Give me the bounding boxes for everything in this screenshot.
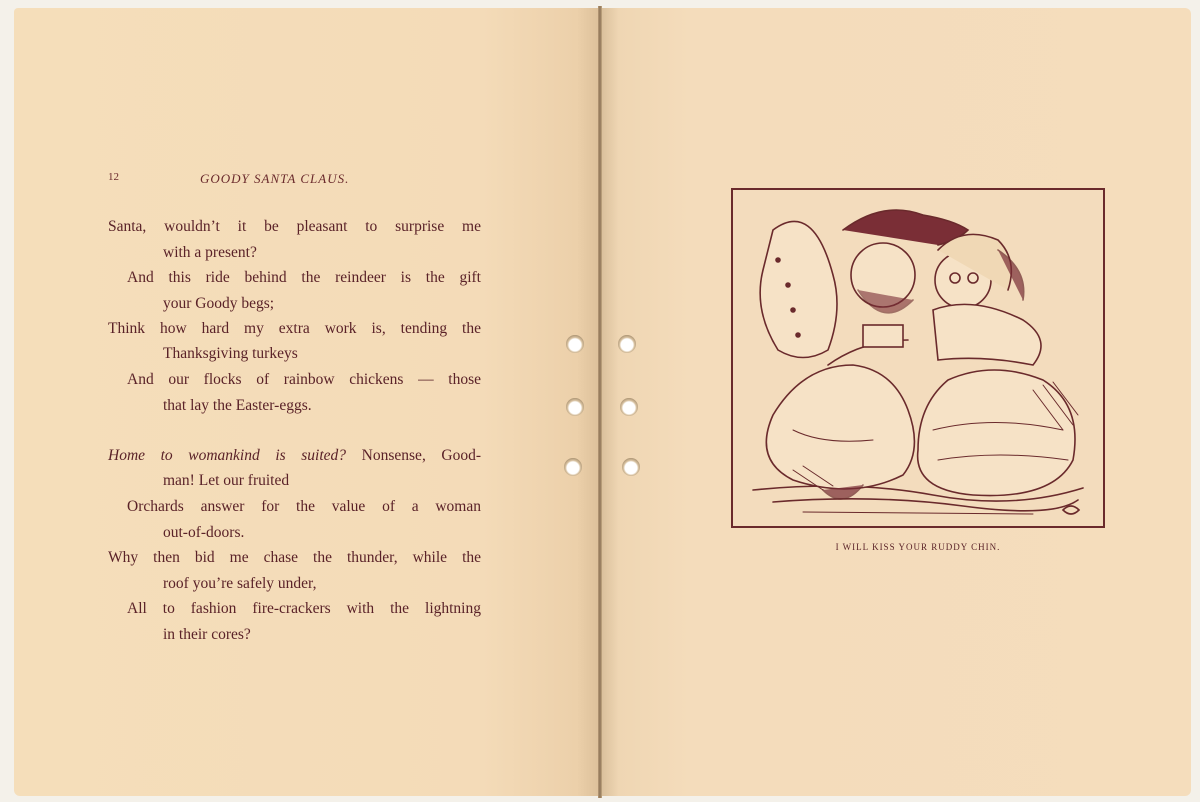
verse-line: Thanksgiving turkeys	[163, 345, 298, 362]
verse-line: roof you’re safely under,	[163, 575, 317, 592]
verse-line: with a present?	[163, 244, 257, 261]
verse-line: out-of-doors.	[163, 524, 245, 541]
verse-line: your Goody begs;	[163, 295, 275, 312]
verse-line: that lay the Easter-eggs.	[163, 397, 312, 414]
verse-line: man! Let our fruited	[163, 472, 290, 489]
page-number: 12	[108, 171, 119, 183]
verse-line	[108, 447, 481, 465]
running-title: GOODY SANTA CLAUS.	[200, 171, 350, 186]
book-spine	[598, 6, 602, 798]
binding-hole	[564, 458, 582, 476]
verse-line: Think how hard my extra work is, tending the	[108, 320, 481, 337]
binding-hole	[622, 458, 640, 476]
binding-hole	[566, 398, 584, 416]
verse-line: Orchards answer for the value of a woman	[127, 498, 481, 515]
verse-line: in their cores?	[163, 626, 251, 643]
binding-hole	[618, 335, 636, 353]
illustration	[731, 188, 1105, 528]
verse-line: Why then bid me chase the thunder, while the	[108, 549, 481, 566]
verse-line: All to fashion fire-crackers with the lightning	[127, 600, 481, 617]
verse-line: And this ride behind the reindeer is the gift	[127, 269, 481, 286]
illustration-caption: I WILL KISS YOUR RUDDY CHIN.	[835, 542, 1001, 552]
binding-hole	[566, 335, 584, 353]
santa-goody-engraving-image	[733, 190, 1103, 526]
verse-line: And our flocks of rainbow chickens — those	[127, 371, 481, 388]
verse-line-rest: Nonsense, Good-	[361, 447, 482, 464]
verse-italic-phrase: Home to womankind is suited?	[108, 447, 347, 464]
binding-hole	[620, 398, 638, 416]
verse-line: Santa, wouldn’t it be pleasant to surprise me	[108, 218, 481, 235]
